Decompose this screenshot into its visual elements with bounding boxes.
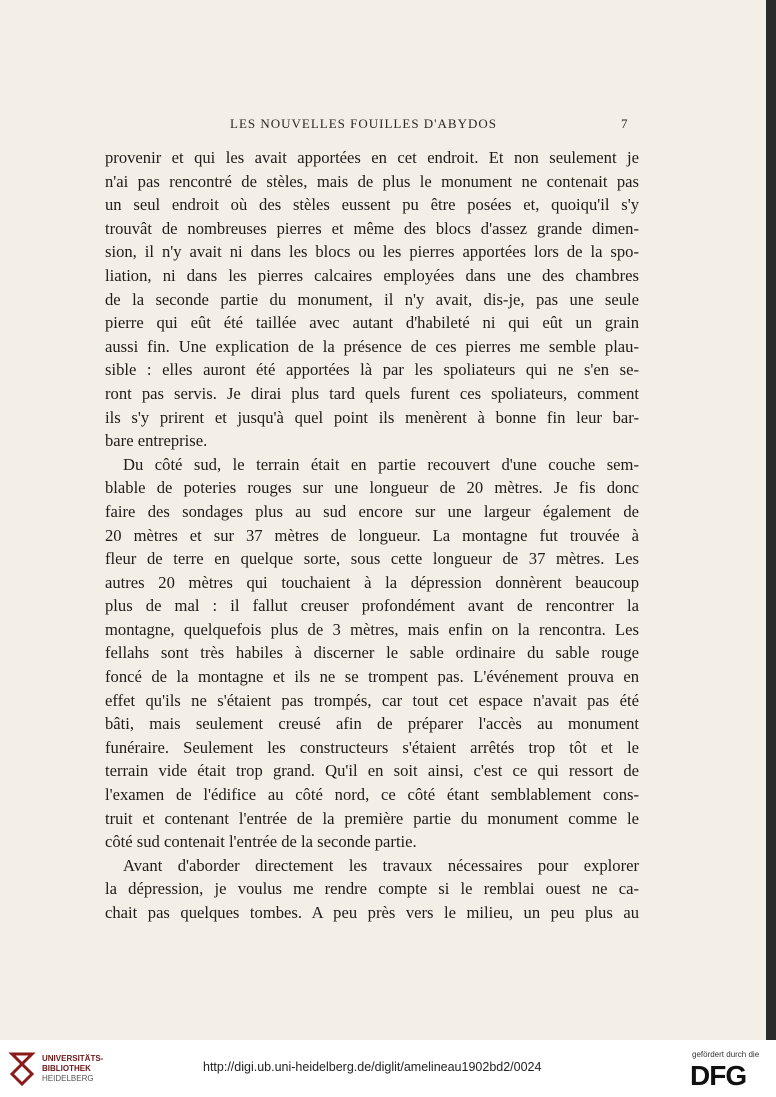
body-text — [105, 146, 639, 925]
text-line: effet qu'ils ne s'étaient pas trompés, car tout cet espace n'avait pas été — [105, 690, 639, 710]
text-line: sible : elles auront été apportées là par les spoliateurs qui ne s'en se- — [105, 360, 639, 380]
library-logo-icon — [8, 1050, 36, 1086]
text-line: trouvât de nombreuses pierres et même des blocs d'assez grande dimen- — [105, 218, 639, 238]
text-line: plus de mal : il fallut creuser profondément avant de rencontrer la — [105, 596, 639, 616]
text-line: bare entreprise. — [105, 431, 208, 451]
text-line: la dépression, je voulus me rendre compte si le remblai ouest ne ca- — [105, 879, 639, 899]
text-line: Du côté sud, le terrain était en partie recouvert d'une couche sem- — [123, 454, 639, 474]
text-line: provenir et qui les avait apportées en cet endroit. Et non seulement je — [105, 148, 639, 167]
running-header — [0, 116, 766, 136]
institution-name — [42, 1054, 103, 1084]
text-line: liation, ni dans les pierres calcaires employées dans une des chambres — [105, 265, 639, 285]
text-line: Avant d'aborder directement les travaux nécessaires pour explorer — [123, 855, 639, 875]
institution-line-3: HEIDELBERG — [42, 1074, 94, 1083]
text-line: de la seconde partie du monument, il n'y avait, dis-je, pas une seule — [105, 289, 639, 309]
text-line: n'ai pas rencontré de stèles, mais de plus le monument ne contenait pas — [105, 171, 639, 191]
running-title: LES NOUVELLES FOUILLES D'ABYDOS — [230, 116, 497, 131]
text-line: truit et contenant l'entrée de la première partie du monument comme le — [105, 808, 639, 828]
text-line: 20 mètres et sur 37 mètres de longueur. La montagne fut trouvée à — [105, 525, 639, 545]
institution-line-2: BIBLIOTHEK — [42, 1064, 91, 1073]
text-line: fleur de terre en quelque sorte, sous cette longueur de 37 mètres. Les — [105, 549, 639, 569]
text-line: pierre qui eût été taillée avec autant d'habileté ni qui eût un grain — [105, 313, 639, 333]
text-line: montagne, quelquefois plus de 3 mètres, mais enfin on la rencontra. Les — [105, 619, 639, 639]
text-line: faire des sondages plus au sud encore sur une largeur également de — [105, 501, 639, 521]
text-line: autres 20 mètres qui touchaient à la dépression donnèrent beaucoup — [105, 572, 639, 592]
text-line: chait pas quelques tombes. A peu près vers le milieu, un peu plus au — [105, 903, 639, 922]
page-number: 7 — [621, 116, 629, 131]
text-line: un seul endroit où des stèles eussent pu être posées et, quoiqu'il s'y — [105, 195, 639, 215]
permalink-url[interactable]: http://digi.ub.uni-heidelberg.de/diglit/amelineau1902bd2/0024 — [203, 1060, 542, 1074]
text-line: fellahs sont très habiles à discerner le sable ordinaire du sable rouge — [105, 643, 639, 663]
text-line: terrain vide était trop grand. Qu'il en soit ainsi, c'est ce qui ressort de — [105, 761, 639, 781]
text-line: funéraire. Seulement les constructeurs s'étaient arrêtés trop tôt et le — [105, 737, 639, 757]
text-line: côté sud contenait l'entrée de la seconde partie. — [105, 832, 417, 852]
text-line: ront pas servis. Je dirai plus tard quels furent ces spoliateurs, comment — [105, 383, 639, 403]
text-line: bâti, mais seulement creusé afin de préparer l'accès au monument — [105, 714, 639, 734]
funder-label: gefördert durch die — [692, 1050, 760, 1059]
text-line: l'examen de l'édifice au côté nord, ce côté étant semblablement cons- — [105, 785, 639, 805]
page-edge — [766, 0, 776, 1040]
text-line: sion, il n'y avait ni dans les blocs ou les pierres apportées lors de la spo- — [105, 242, 639, 262]
text-line: aussi fin. Une explication de la présence de ces pierres me semble plau- — [105, 336, 639, 356]
text-line: ils s'y prirent et jusqu'à quel point ils menèrent à bonne fin leur bar- — [105, 407, 639, 427]
dfg-logo: DFG — [690, 1060, 747, 1091]
text-line: blable de poteries rouges sur une longueur de 20 mètres. Je fis donc — [105, 478, 639, 498]
institution-line-1: UNIVERSITÄTS- — [42, 1054, 104, 1063]
text-line: foncé de la montagne et ils ne se trompent pas. L'événement prouva en — [105, 667, 639, 687]
footer-bar — [0, 1040, 776, 1097]
